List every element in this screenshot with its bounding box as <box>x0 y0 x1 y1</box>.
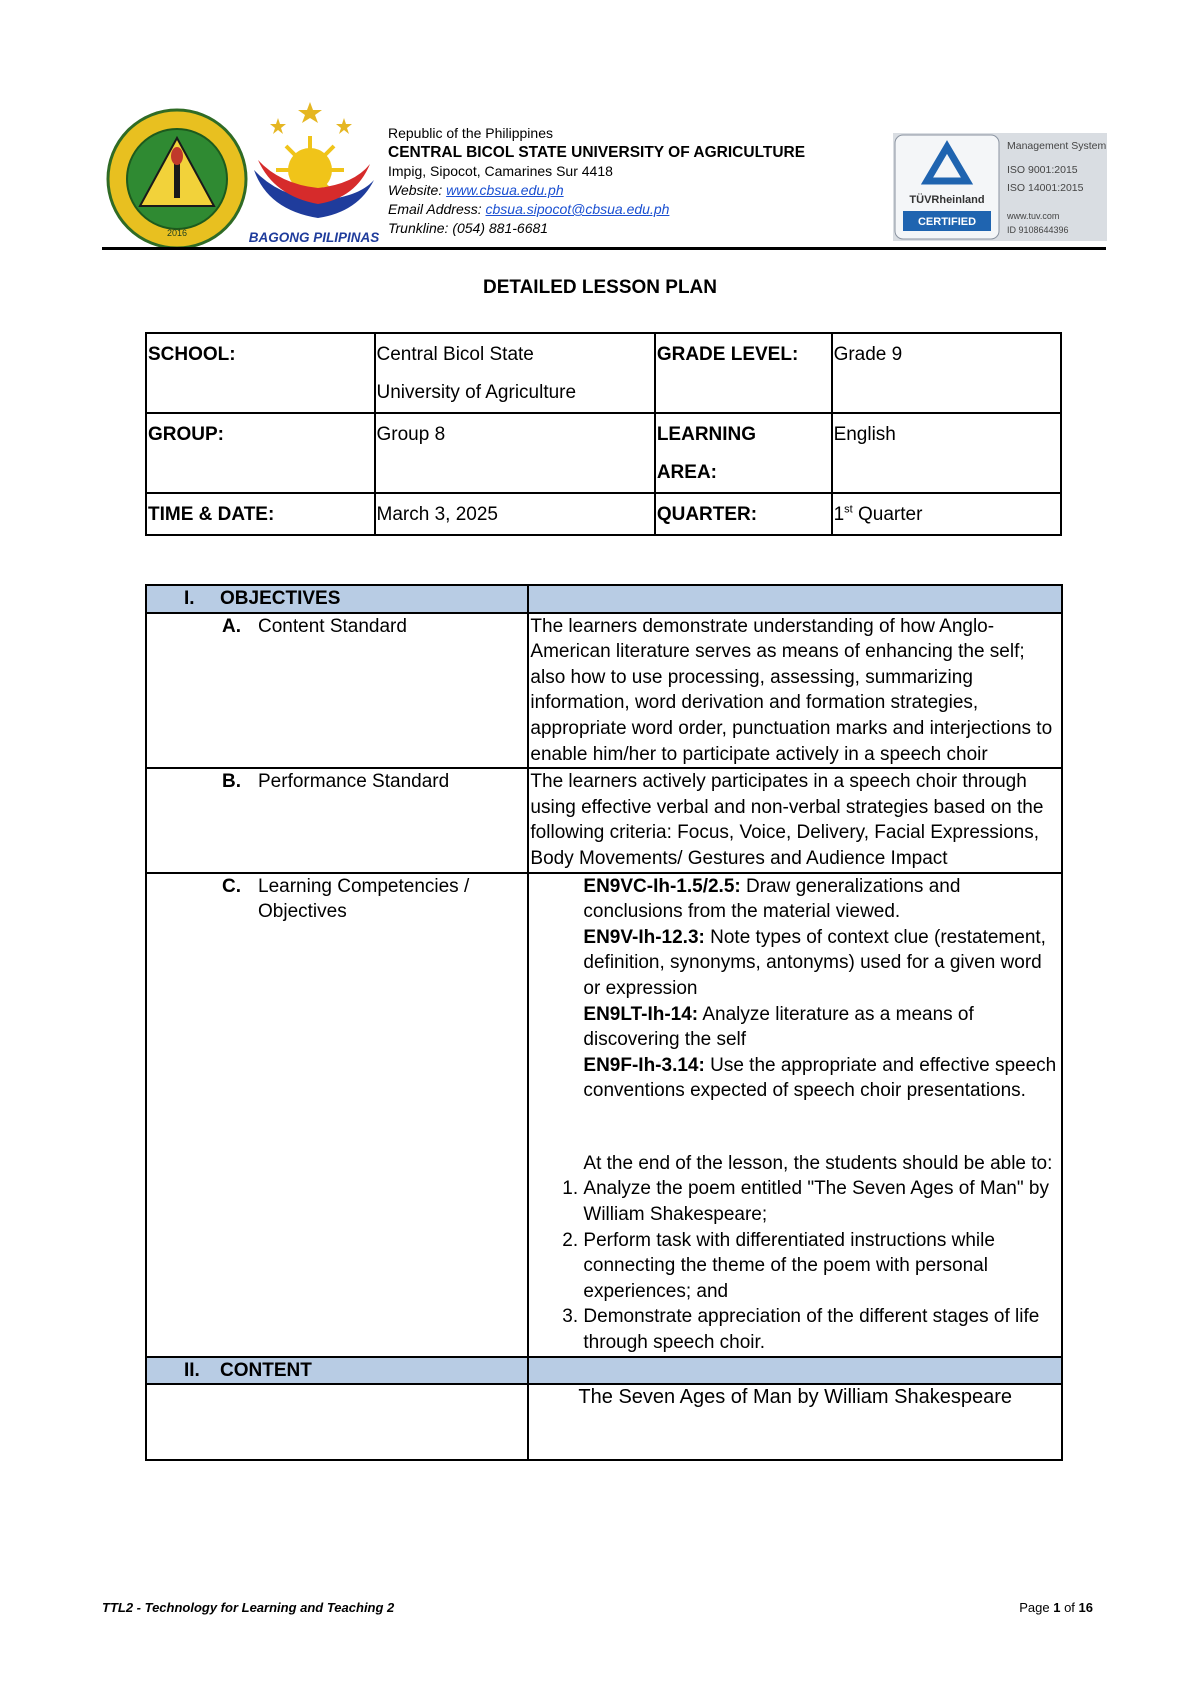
content-standard-row: A. Content Standard The learners demonstrate understanding of how Anglo-American literature serves as means of enhancing the self; also how to use processing, assessing, summarizing information, word derivation and formation strategies, appropriate word order, punctuation marks and interjections to enable him/her to participate actively in a speech choir <box>146 613 1062 769</box>
bagong-pilipinas-text: BAGONG PILIPINAS <box>248 230 380 245</box>
section-number: I. <box>184 588 195 609</box>
svg-text:ISO 14001:2015: ISO 14001:2015 <box>1007 182 1084 194</box>
svg-text:TÜVRheinland: TÜVRheinland <box>909 194 985 206</box>
objectives-intro: At the end of the lesson, the students should be able to: <box>583 1152 1053 1174</box>
list-item: 3. Demonstrate appreciation of the different stages of life through speech choir. <box>583 1304 1060 1355</box>
section-content-row <box>146 1357 1062 1385</box>
institution-header <box>388 124 805 238</box>
competency: EN9V-Ih-12.3: Note types of context clue (restatement, definition, synonyms, antonyms) used for a given word or expression <box>583 926 1046 999</box>
email-line: Email Address: cbsua.sipocot@cbsua.edu.ph <box>388 201 670 217</box>
footer-course: TTL2 - Technology for Learning and Teaching 2 <box>102 1600 395 1615</box>
performance-standard-label: Performance Standard <box>258 771 450 793</box>
learning-competencies-row: C. Learning Competencies / Objectives EN9VC-Ih-1.5/2.5: Draw generalizations and conclusions from the material viewed. EN9V-Ih-12.3: Note types of context clue (restatement, definition, synonyms, antonyms) used for a given word or expression EN9LT-Ih-14: Analyze literature as a means of discovering the self EN9F-Ih-3.14: Use the appropriate and effective speech conventions expected of speech choir presentations. At the end of the lesson, the students should be able to: 1. Analyze the poem entitled "The Seven Ages of Man" by William Shakespeare; 2. Perform task with differentiated instructions while connecting the theme of the poem with personal experiences; and 3. Demonstrate appreciation of the different stages of life through speech choir. <box>146 873 1062 1357</box>
learning-area-value: English <box>832 413 1061 493</box>
objectives-list <box>530 1176 1060 1355</box>
grade-level-value: Grade 9 <box>832 333 1061 413</box>
performance-standard-row: B. Performance Standard The learners actively participates in a speech choir through using effective verbal and non-verbal strategies based on the following criteria: Focus, Voice, Delivery, Facial Expressions, Body Movements/ Gestures and Audience Impact <box>146 768 1062 872</box>
competency: EN9LT-Ih-14: Analyze literature as a means of discovering the self <box>583 1003 974 1051</box>
website-link[interactable]: www.cbsua.edu.ph <box>446 182 564 198</box>
svg-text:CERTIFIED: CERTIFIED <box>917 216 977 228</box>
list-item: 1. Analyze the poem entitled "The Seven Ages of Man" by William Shakespeare; <box>583 1176 1060 1227</box>
content-standard-text: The learners demonstrate understanding of how Anglo-American literature serves as means of enhancing the self; also how to use processing, assessing, summarizing information, word derivation and formation strategies, appropriate word order, punctuation marks and interjections to enable him/her to participate actively in a speech choir <box>528 613 1062 769</box>
email-link[interactable]: cbsua.sipocot@cbsua.edu.ph <box>485 201 670 217</box>
content-text: The Seven Ages of Man by William Shakespeare <box>528 1384 1062 1460</box>
header-divider <box>102 247 1106 250</box>
republic-line: Republic of the Philippines <box>388 125 553 141</box>
competency: EN9VC-Ih-1.5/2.5: Draw generalizations and conclusions from the material viewed. <box>583 875 961 923</box>
performance-standard-text: The learners actively participates in a speech choir through using effective verbal and non-verbal strategies based on the following criteria: Focus, Voice, Delivery, Facial Expressions, Body Movements/ Gestures and Audience Impact <box>528 768 1062 872</box>
university-name: CENTRAL BICOL STATE UNIVERSITY OF AGRICULTURE <box>388 144 806 161</box>
section-title: CONTENT <box>220 1359 312 1381</box>
tuv-rheinland-certification-badge <box>893 133 1107 241</box>
document-title: DETAILED LESSON PLAN <box>483 277 717 298</box>
list-item: 2. Perform task with differentiated instructions while connecting the theme of the poem with personal experiences; and <box>583 1228 1060 1305</box>
university-address: Impig, Sipocot, Camarines Sur 4418 <box>388 163 613 179</box>
section-title: OBJECTIVES <box>220 588 341 609</box>
learning-area-label: LEARNING AREA: <box>655 413 832 493</box>
content-standard-label: Content Standard <box>258 615 407 637</box>
time-date-value: March 3, 2025 <box>375 493 655 535</box>
lesson-info-table <box>145 332 1062 536</box>
trunkline: Trunkline: (054) 881-6681 <box>388 220 549 236</box>
school-label: SCHOOL: <box>146 333 375 413</box>
section-objectives-row <box>146 585 1062 613</box>
page-number: Page 1 of 16 <box>1019 1600 1093 1615</box>
competency: EN9F-Ih-3.14: Use the appropriate and effective speech conventions expected of speech choir presentations. <box>583 1054 1057 1102</box>
quarter-value: 1st Quarter <box>832 493 1061 535</box>
learning-competencies-cell <box>528 873 1062 1357</box>
website-line: Website: www.cbsua.edu.ph <box>388 182 564 198</box>
cbsua-seal-logo <box>106 108 248 250</box>
section-number: II. <box>184 1359 200 1381</box>
group-label: GROUP: <box>146 413 375 493</box>
grade-level-label: GRADE LEVEL: <box>655 333 832 413</box>
group-value: Group 8 <box>375 413 655 493</box>
content-row <box>146 1384 1062 1460</box>
learning-competencies-label: Learning Competencies / Objectives <box>258 875 470 923</box>
objectives-table <box>145 584 1063 1461</box>
time-date-label: TIME & DATE: <box>146 493 375 535</box>
svg-text:ISO 9001:2015: ISO 9001:2015 <box>1007 164 1078 176</box>
svg-text:ID 9108644396: ID 9108644396 <box>1007 225 1069 235</box>
school-value: Central Bicol State University of Agriculture <box>375 333 655 413</box>
svg-text:Management System: Management System <box>1007 140 1107 152</box>
seal-year: 2016 <box>166 228 188 238</box>
quarter-label: QUARTER: <box>655 493 832 535</box>
bagong-pilipinas-logo <box>248 100 380 248</box>
svg-text:www.tuv.com: www.tuv.com <box>1007 211 1060 221</box>
